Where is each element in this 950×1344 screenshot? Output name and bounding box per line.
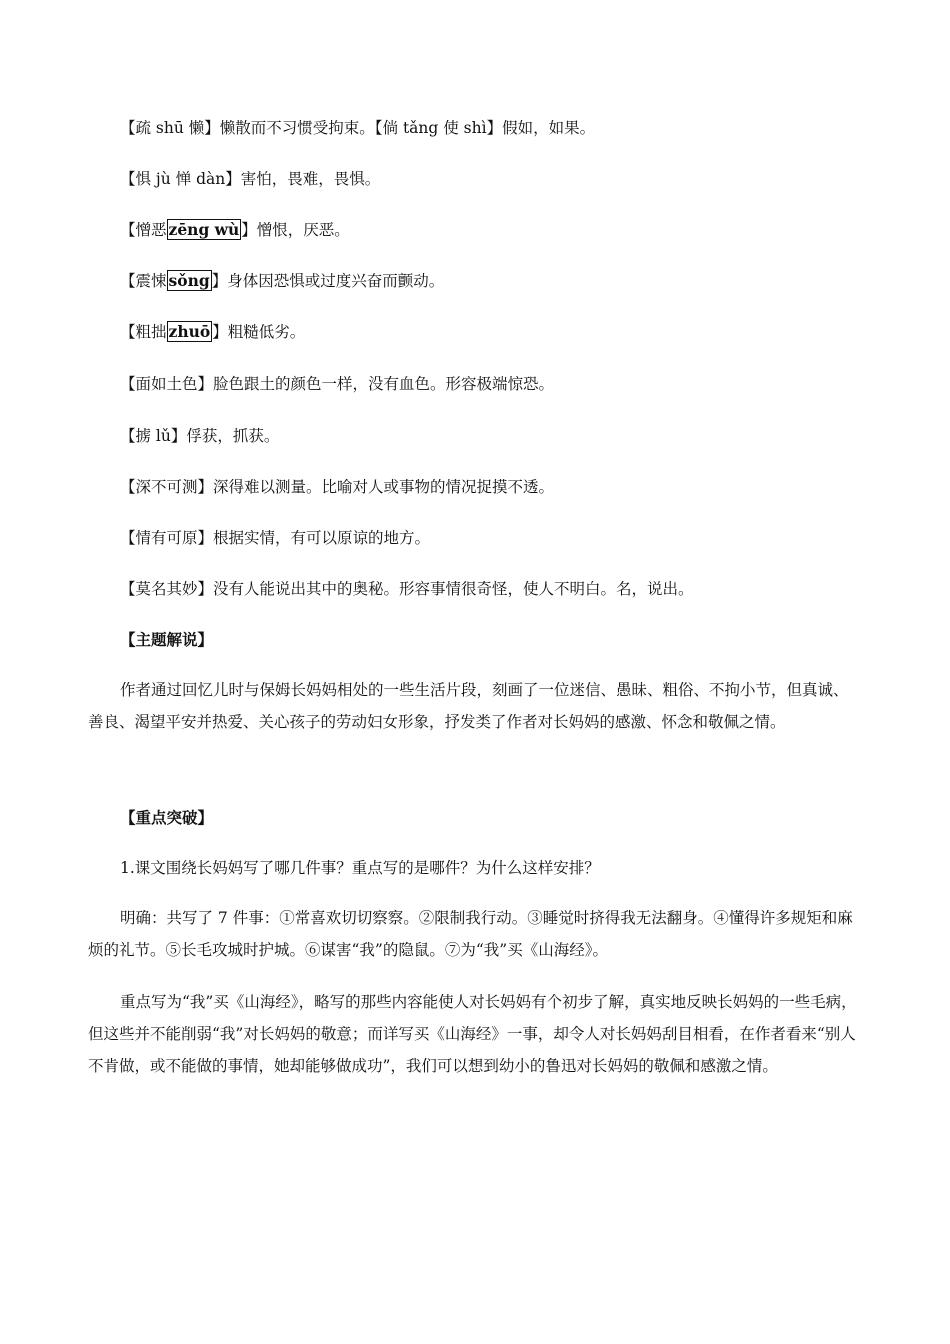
vocab-term: 【粗拙 bbox=[120, 323, 167, 341]
vocab-line-1: 【疏 shū 懒】懒散而不习惯受拘束。【倘 tǎng 使 shì】假如，如果。 bbox=[120, 119, 596, 137]
focus-question: 1.课文围绕长妈妈写了哪几件事？重点写的是哪件？为什么这样安排？ bbox=[120, 859, 600, 877]
vocab-line-3 bbox=[120, 220, 350, 240]
vocab-term: 【憎恶 bbox=[120, 221, 167, 239]
vocab-line-7: 【掳 lǔ】俘获，抓获。 bbox=[120, 427, 280, 445]
theme-heading: 【主题解说】 bbox=[120, 630, 214, 649]
vocab-line-8: 【深不可测】深得难以测量。比喻对人或事物的情况捉摸不透。 bbox=[120, 478, 555, 496]
pinyin-box: zēng wù bbox=[168, 220, 240, 239]
answer-paragraph-2: 重点写为“我”买《山海经》，略写的那些内容能使人对长妈妈有个初步了解，真实地反映长妈妈的一些毛病，但这些并不能削弱“我”对长妈妈的敬意；而详写买《山海经》一事，却令人对长妈妈刮目相看，在作者看来“别人不肯做，或不能做的事情，她却能够做成功”，我们可以想到幼小的鲁迅对长妈妈的敬佩和感激之情。 bbox=[88, 993, 857, 1075]
theme-paragraph: 作者通过回忆儿时与保姆长妈妈相处的一些生活片段，刻画了一位迷信、愚昧、粗俗、不拘小节，但真诚、善良、渴望平安并热爱、关心孩子的劳动妇女形象，抒发类了作者对长妈妈的感激、怀念和敬佩之情。 bbox=[88, 681, 849, 731]
focus-heading: 【重点突破】 bbox=[120, 808, 214, 827]
vocab-line-4 bbox=[120, 271, 444, 291]
pinyin-box: zhuō bbox=[168, 322, 211, 341]
vocab-line-9: 【情有可原】根据实情，有可以原谅的地方。 bbox=[120, 529, 431, 547]
answer-paragraph-1: 明确：共写了 7 件事：①常喜欢切切察察。②限制我行动。③睡觉时挤得我无法翻身。④懂得许多规矩和麻烦的礼节。⑤长毛攻城时护城。⑥谋害“我”的隐鼠。⑦为“我”买《山海经》。 bbox=[88, 909, 853, 959]
vocab-line-6: 【面如土色】脸色跟土的颜色一样，没有血色。形容极端惊恐。 bbox=[120, 375, 555, 393]
vocab-term: 【震悚 bbox=[120, 272, 167, 290]
vocab-line-2: 【惧 jù 惮 dàn】害怕，畏难，畏惧。 bbox=[120, 170, 381, 188]
vocab-definition: 】憎恨，厌恶。 bbox=[241, 221, 350, 239]
pinyin-box: sǒng bbox=[168, 271, 210, 290]
vocab-line-10: 【莫名其妙】没有人能说出其中的奥秘。形容事情很奇怪，使人不明白。名，说出。 bbox=[120, 580, 694, 598]
vocab-line-5 bbox=[120, 322, 305, 342]
vocab-definition: 】粗糙低劣。 bbox=[212, 323, 306, 341]
vocab-definition: 】身体因恐惧或过度兴奋而颤动。 bbox=[211, 272, 445, 290]
